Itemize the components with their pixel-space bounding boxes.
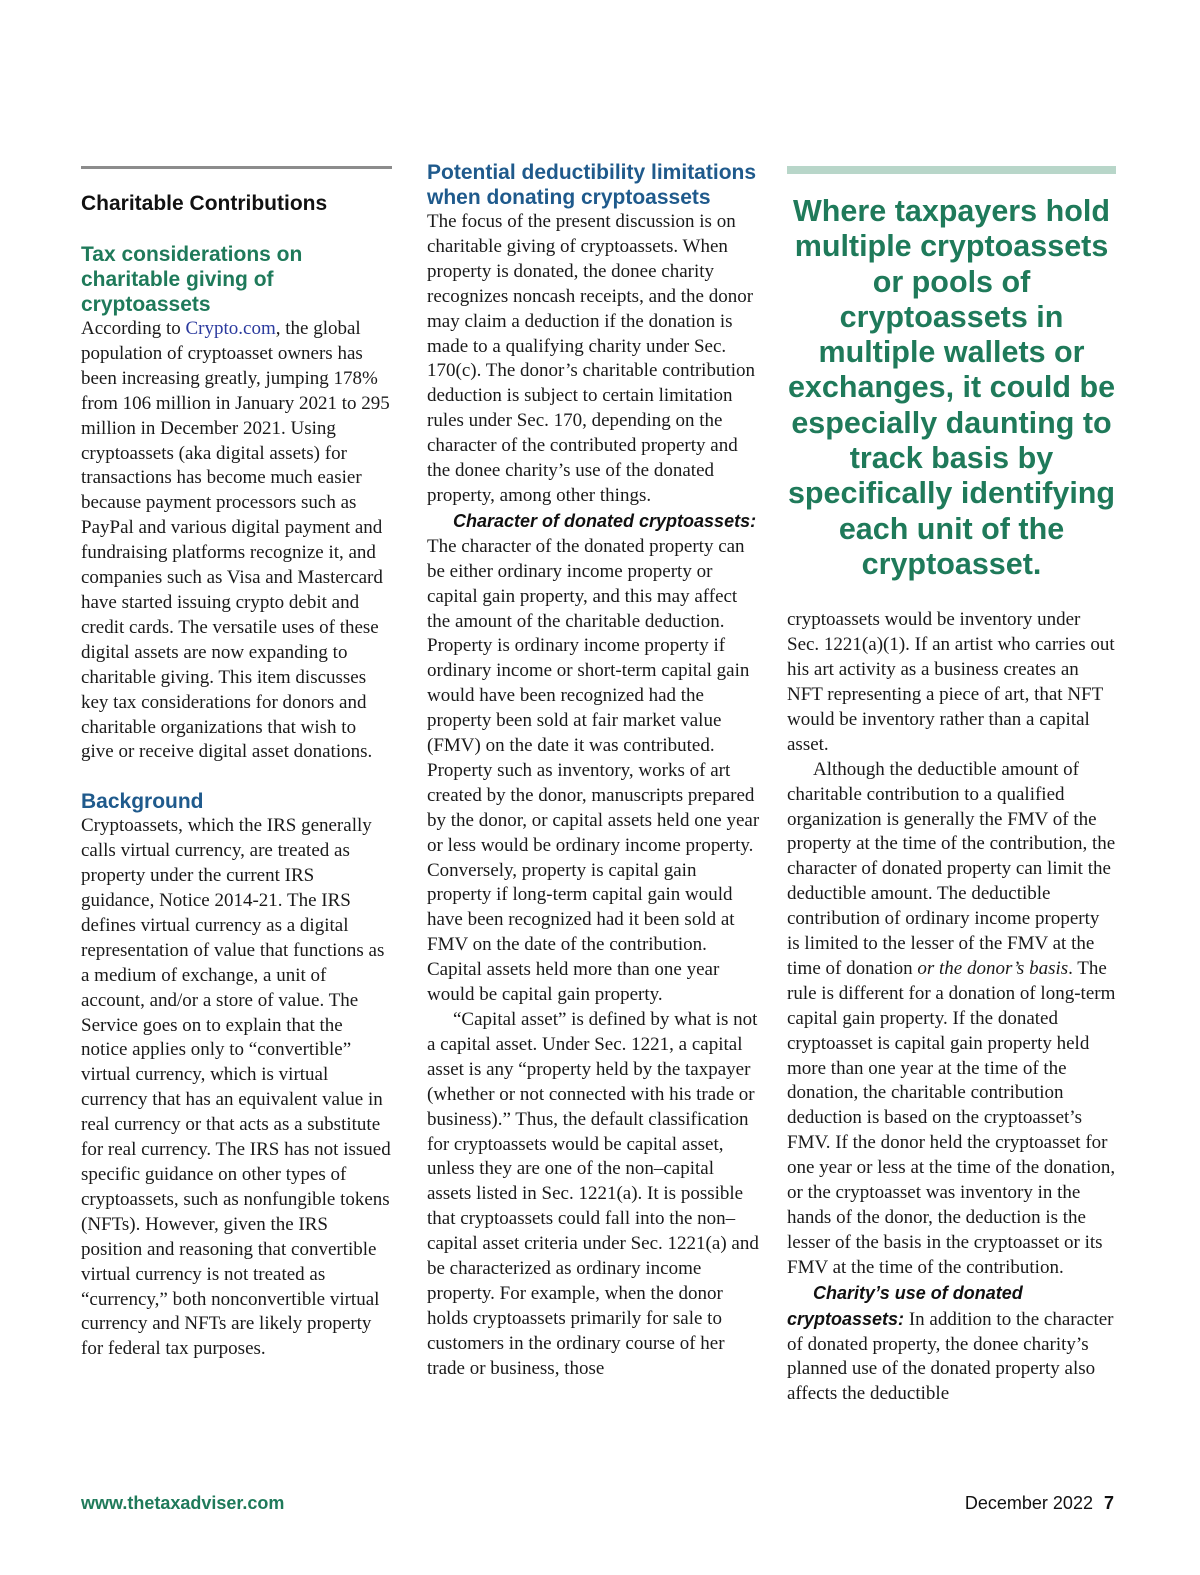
deductible-text-b: . The rule is different for a donation of long-term capital gain property. If the donated cryptoasset is capital gain property held more than one year at the time of the donation, the charitable contribution deduction is based on the cryptoasset’s FMV. If the donor held the cryptoasset for one year or less at the time of the donation, or the cryptoasset was inventory in the hands of the donor, the deduction is the lesser of the basis in the cryptoasset or its FMV at the time of the contribution. xyxy=(787,957,1116,1278)
charity-use-paragraph xyxy=(787,1281,1116,1408)
pull-quote: Where taxpayers hold multiple cryptoassets or pools of cryptoassets in multiple wallets or exchanges, it could be especially daunting to track basis by specifically identifying each unit of the cryptoasset. xyxy=(787,194,1116,581)
background-paragraph xyxy=(81,814,392,1362)
heading-potential-limitations: Potential deductibility limitations when donating cryptoassets xyxy=(427,161,757,209)
heading-tax-considerations: Tax considerations on charitable giving of cryptoassets xyxy=(81,243,303,316)
footer-url[interactable]: www.thetaxadviser.com xyxy=(81,1493,285,1513)
intro-text-after-link: , the global population of cryptoasset owners has been increasing greatly, jumping 178% from 106 million in January 2021 to 295 million in December 2021. Using cryptoassets (aka digital assets) for transactions has become much easier because payment processors such as PayPal and various digital payment and fundraising platforms recognize it, and companies such as Visa and Mastercard have started issuing crypto debit and credit cards. The versatile uses of these digital assets are now expanding to charitable giving. This item discusses key tax considerations for donors and charitable organizations that wish to give or receive digital asset donations. xyxy=(81,318,390,763)
column-1-top-rule xyxy=(81,166,392,169)
limitations-paragraph: The focus of the present discussion is on charitable giving of cryptoassets. When property is donated, the donee charity recognizes noncash receipts, and the donor may claim a deduction if the donation is made to a qualifying charity under Sec. 170(c). The donor’s charitable contribution deduction is subject to certain limitation rules under Sec. 170, depending on the character of the contributed property and the donee charity’s use of the donated property, among other things. xyxy=(427,211,756,506)
column-3 xyxy=(787,160,1116,1407)
background-text: Cryptoassets, which the IRS generally calls virtual currency, are treated as property under the current IRS guidance, Notice 2014-21. The IRS defines virtual currency as a digital representation of value that functions as a medium of exchange, a unit of account, and/or a store of value. The Service goes on to explain that the notice applies only to “convertible” virtual currency, which is virtual currency that has an equivalent value in real currency or that acts as a substitute for real currency. The IRS has not issued specific guidance on other types of cryptoassets, such as nonfungible tokens (NFTs). However, given the IRS position and reasoning that convertible virtual currency is not treated as “currency,” both nonconvertible virtual currency and NFTs are likely property for federal tax purposes. xyxy=(81,815,391,1360)
deductible-text-a: Although the deductible amount of charitable contribution to a qualified organization is generally the FMV of the property at the time of the contribution, the character of donated property can limit the deductible amount. The deductible contribution of ordinary income property is limited to the lesser of the FMV at the time of donation xyxy=(787,758,1116,979)
section-title: Charitable Contributions xyxy=(81,192,328,215)
page-number: 7 xyxy=(1103,1493,1114,1513)
charity-use-text: In addition to the character of donated property, the donee charity’s planned use of the donated property also affects the deductible xyxy=(787,1308,1114,1405)
column-1 xyxy=(81,160,392,1362)
deductible-text-italic: or the donor’s basis xyxy=(917,957,1069,979)
intro-text-before-link: According to xyxy=(81,318,186,339)
inventory-paragraph: cryptoassets would be inventory under Sec. 1221(a)(1). If an artist who carries out his art activity as a business creates an NFT representing a piece of art, that NFT would be inventory rather than a capital asset. xyxy=(787,609,1115,755)
character-paragraph xyxy=(427,509,763,1008)
intro-paragraph xyxy=(81,317,392,765)
deductible-amount-paragraph xyxy=(787,758,1116,1281)
capital-asset-paragraph: “Capital asset” is defined by what is not a capital asset. Under Sec. 1221, a capital asset is any “property held by the taxpayer (whether or not connected with his trade or business).” Thus, the default classification for cryptoassets would be capital asset, unless they are one of the non–capital assets listed in Sec. 1221(a). It is possible that cryptoassets could fall into the non–capital asset criteria under Sec. 1221(a) and be characterized as ordinary income property. For example, when the donor holds cryptoassets primarily for sale to customers in the ordinary course of her trade or business, those xyxy=(427,1009,759,1379)
character-text: The character of the donated property can be either ordinary income property or capital gain property, and this may affect the amount of the charitable deduction. Property is ordinary income property if ordinary income or short-term capital gain would have been recognized had the property been sold at fair market value (FMV) on the date it was contributed. Property such as inventory, works of art created by the donor, manuscripts prepared by the donor, or capital assets held one year or less would be ordinary income property. Conversely, property is capital gain property if long-term capital gain would have been recognized had it been sold at FMV on the date of the contribution. Capital assets held more than one year would be capital gain property. xyxy=(427,535,760,1006)
heading-background: Background xyxy=(81,790,204,814)
column-3-body xyxy=(787,608,1116,1407)
crypto-com-link[interactable]: Crypto.com xyxy=(185,318,276,339)
footer-date-page xyxy=(965,1493,1114,1514)
character-runin-heading: Character of donated cryptoassets: xyxy=(453,510,757,531)
column-2 xyxy=(427,160,763,1382)
footer-date: December 2022 xyxy=(964,1493,1093,1513)
pullquote-top-rule xyxy=(787,166,1116,174)
charity-use-runin-heading: Charity’s use of donated cryptoassets: xyxy=(787,1282,1023,1329)
column-2-body xyxy=(427,210,763,1382)
